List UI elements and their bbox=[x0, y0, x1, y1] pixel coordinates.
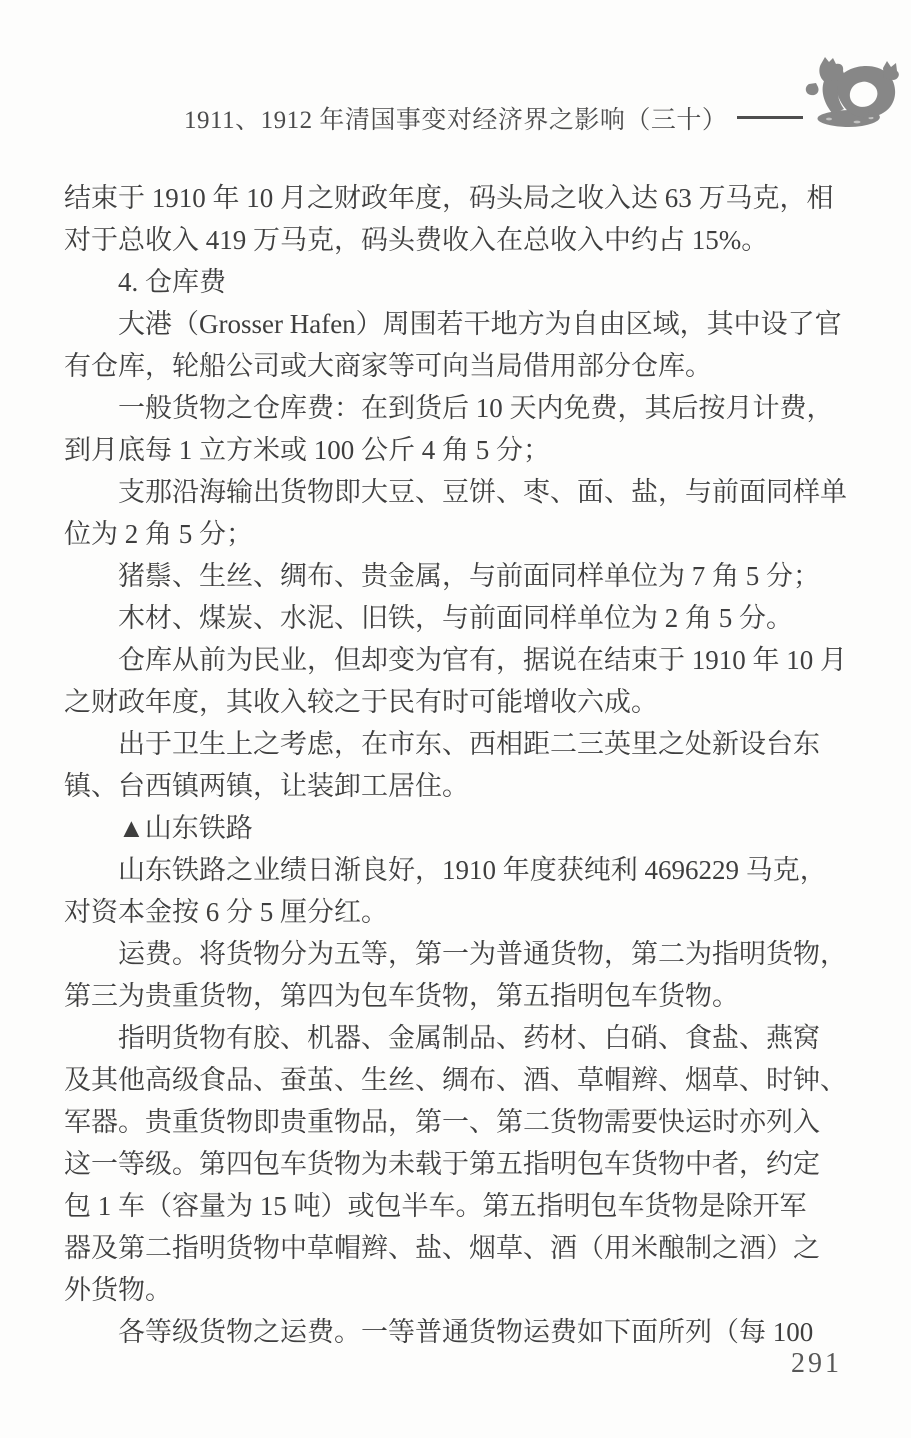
text-line: 对于总收入 419 万马克，码头费收入在总收入中约占 15%。 bbox=[64, 225, 769, 255]
text-line: 位为 2 角 5 分； bbox=[64, 519, 253, 549]
paragraph bbox=[64, 1311, 858, 1353]
paragraph bbox=[64, 1017, 858, 1311]
text-line: 山东铁路之业绩日渐良好，1910 年度获纯利 4696229 马克， bbox=[118, 855, 827, 885]
text-line: 之财政年度，其收入较之于民有时可能增收六成。 bbox=[64, 687, 658, 717]
text-line: 一般货物之仓库费：在到货后 10 天内免费，其后按月计费， bbox=[118, 393, 834, 423]
text-line: 4. 仓库费 bbox=[118, 267, 226, 297]
text-line: 对资本金按 6 分 5 厘分红。 bbox=[64, 897, 388, 927]
text-line: 这一等级。第四包车货物为未载于第五指明包车货物中者，约定 bbox=[64, 1149, 820, 1179]
text-line: 支那沿海输出货物即大豆、豆饼、枣、面、盐，与前面同样单 bbox=[118, 477, 847, 507]
page-number: 291 bbox=[791, 1348, 842, 1379]
text-line: 包 1 车（容量为 15 吨）或包半车。第五指明包车货物是除开军 bbox=[64, 1191, 807, 1221]
text-line: 大港（Grosser Hafen）周围若干地方为自由区域，其中设了官 bbox=[118, 309, 842, 339]
text-line: 结束于 1910 年 10 月之财政年度，码头局之收入达 63 万马克，相 bbox=[64, 183, 834, 213]
text-line: 器及第二指明货物中草帽辫、盐、烟草、酒（用米酿制之酒）之 bbox=[64, 1233, 820, 1263]
paragraph bbox=[64, 639, 858, 723]
text-line: 到月底每 1 立方米或 100 公斤 4 角 5 分； bbox=[64, 435, 550, 465]
dragon-emblem-icon bbox=[805, 56, 901, 130]
text-line: 及其他高级食品、蚕茧、生丝、绸布、酒、草帽辫、烟草、时钟、 bbox=[64, 1065, 847, 1095]
paragraph bbox=[64, 933, 858, 1017]
paragraph bbox=[64, 303, 858, 387]
text-line: 木材、煤炭、水泥、旧铁，与前面同样单位为 2 角 5 分。 bbox=[118, 603, 793, 633]
text-line: 第三为贵重货物，第四为包车货物，第五指明包车货物。 bbox=[64, 981, 739, 1011]
text-line: 外货物。 bbox=[64, 1275, 172, 1305]
text-line: 军器。贵重货物即贵重物品，第一、第二货物需要快运时亦列入 bbox=[64, 1107, 820, 1137]
text-line: 仓库从前为民业，但却变为官有，据说在结束于 1910 年 10 月 bbox=[118, 645, 847, 675]
paragraph bbox=[64, 177, 858, 261]
page-header-title: 1911、1912 年清国事变对经济界之影响（三十） bbox=[184, 107, 728, 134]
text-line: 出于卫生上之考虑，在市东、西相距二三英里之处新设台东 bbox=[118, 729, 820, 759]
text-line: 镇、台西镇两镇，让装卸工居住。 bbox=[64, 771, 469, 801]
paragraph bbox=[64, 849, 858, 933]
paragraph bbox=[64, 597, 858, 639]
text-line: ▲山东铁路 bbox=[118, 813, 253, 843]
paragraph bbox=[64, 387, 858, 471]
text-line: 运费。将货物分为五等，第一为普通货物，第二为指明货物， bbox=[118, 939, 847, 969]
paragraph bbox=[64, 555, 858, 597]
text-line: 有仓库，轮船公司或大商家等可向当局借用部分仓库。 bbox=[64, 351, 712, 381]
paragraph bbox=[64, 723, 858, 807]
text-line: 各等级货物之运费。一等普通货物运费如下面所列（每 100 bbox=[118, 1317, 814, 1347]
paragraph bbox=[64, 807, 858, 849]
text-line: 指明货物有胶、机器、金属制品、药材、白硝、食盐、燕窝 bbox=[118, 1023, 820, 1053]
header-rule bbox=[737, 116, 803, 119]
text-line: 猪鬃、生丝、绸布、贵金属，与前面同样单位为 7 角 5 分； bbox=[118, 561, 820, 591]
body-text bbox=[64, 177, 858, 1353]
paragraph bbox=[64, 261, 858, 303]
paragraph bbox=[64, 471, 858, 555]
